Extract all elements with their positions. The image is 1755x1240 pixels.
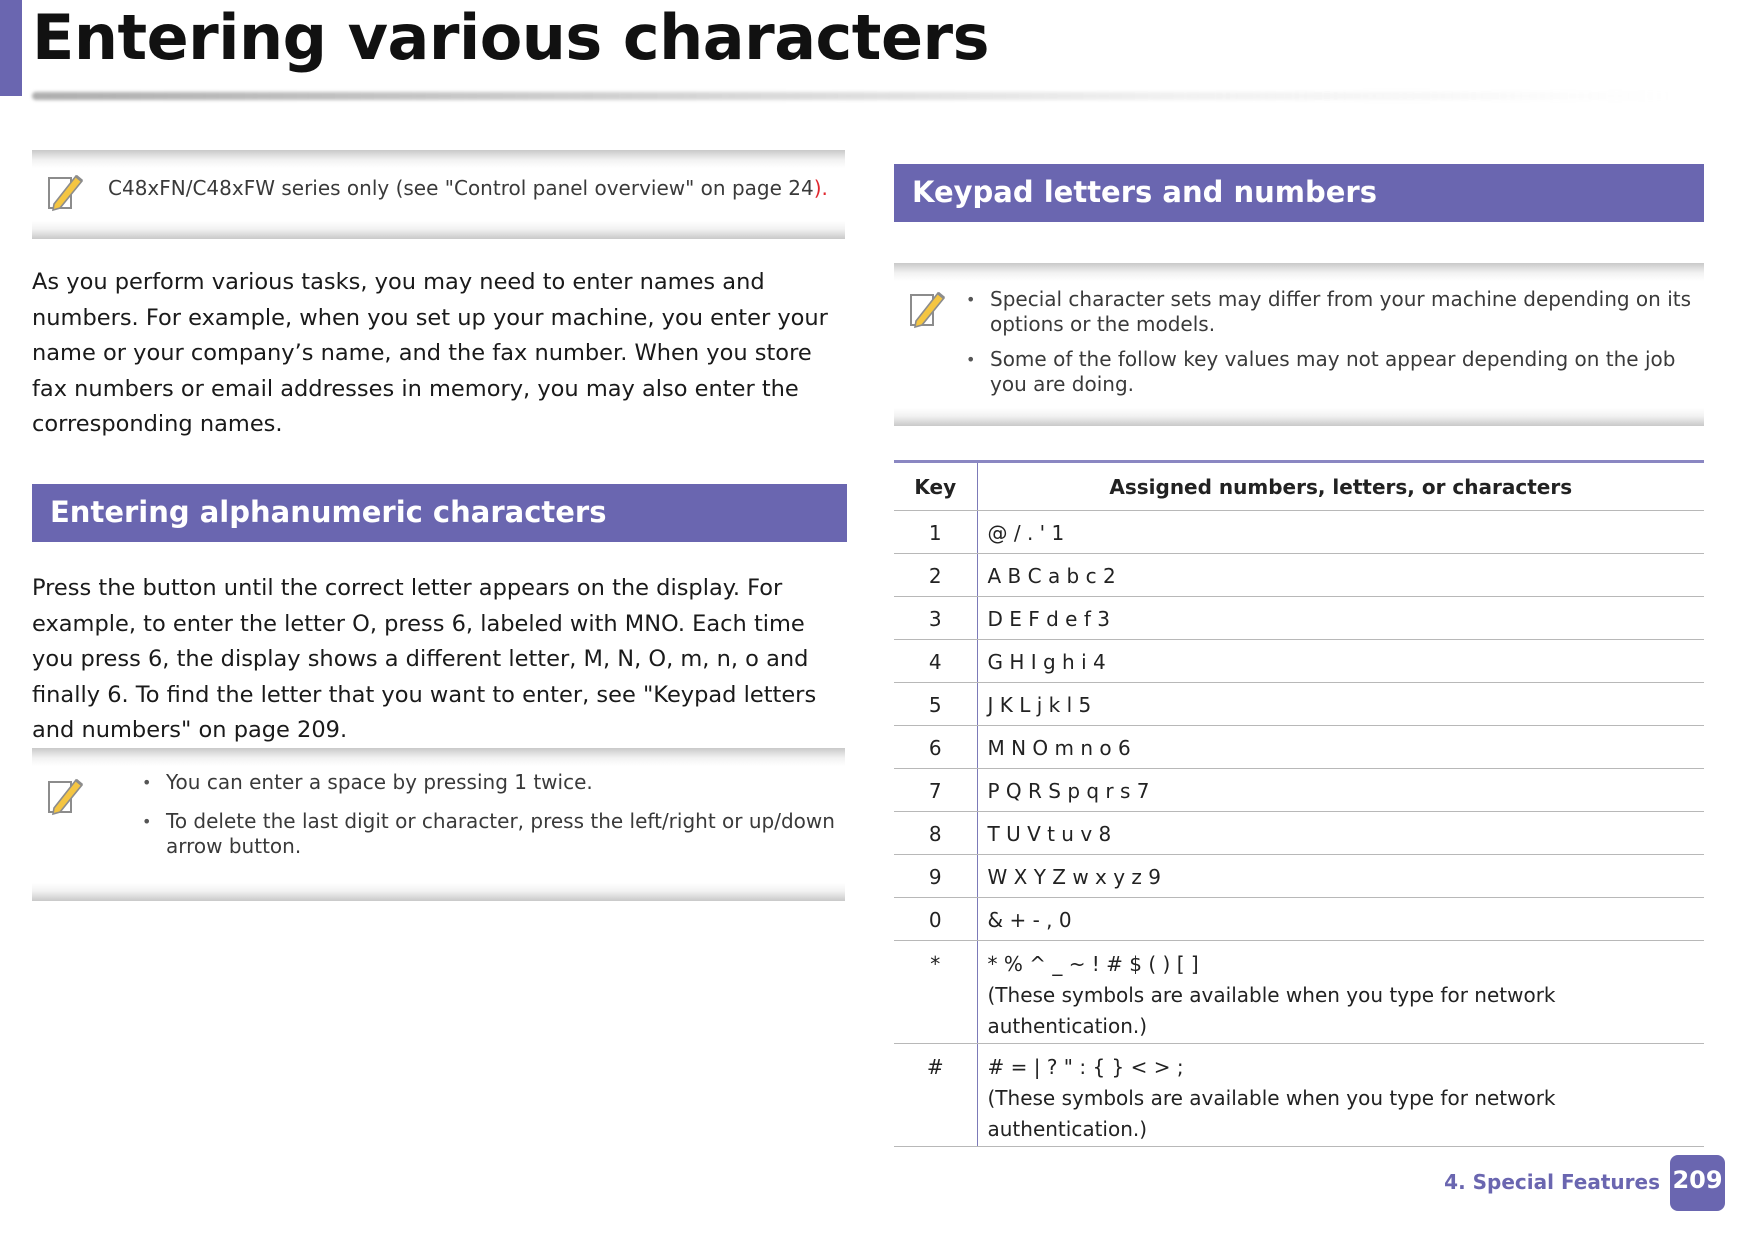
list-item: • You can enter a space by pressing 1 twice. <box>140 770 840 795</box>
note-model-body: C48xFN/C48xFW series only (see "Control panel overview" on page 24 <box>108 176 814 200</box>
pencil-note-icon <box>46 774 86 818</box>
note-model-box <box>32 150 845 239</box>
note-model-suffix: ). <box>813 176 828 200</box>
value-cell: M N O m n o 6 <box>977 726 1704 769</box>
key-cell: 6 <box>894 726 977 769</box>
pencil-note-icon <box>46 170 86 214</box>
table-row <box>894 683 1704 726</box>
footer-chapter-label: 4. Special Features <box>1444 1170 1660 1194</box>
table-row <box>894 554 1704 597</box>
key-cell: * <box>894 941 977 1044</box>
table-row <box>894 597 1704 640</box>
title-accent-bar <box>0 0 22 96</box>
page-title: Entering various characters <box>32 1 989 74</box>
note-keypad-list <box>964 287 1696 397</box>
value-symbols: * % ^ _ ~ ! # $ ( ) [ ] <box>987 952 1199 976</box>
list-item: • To delete the last digit or character, press the left/right or up/down arrow button. <box>140 809 840 859</box>
value-cell <box>977 941 1704 1044</box>
table-row <box>894 812 1704 855</box>
list-item: • Special character sets may differ from your machine depending on its options or the models. <box>964 287 1696 337</box>
value-cell <box>977 1044 1704 1147</box>
table-header-row <box>894 462 1704 511</box>
column-header-key: Key <box>894 462 977 511</box>
value-cell: J K L j k l 5 <box>977 683 1704 726</box>
value-cell: W X Y Z w x y z 9 <box>977 855 1704 898</box>
table-row <box>894 1044 1704 1147</box>
key-cell: # <box>894 1044 977 1147</box>
key-cell: 7 <box>894 769 977 812</box>
list-item: • Some of the follow key values may not appear depending on the job you are doing. <box>964 347 1696 397</box>
value-cell: @ / . ' 1 <box>977 511 1704 554</box>
note-alphanumeric-list <box>140 770 840 859</box>
column-header-assigned: Assigned numbers, letters, or characters <box>977 462 1704 511</box>
value-cell: D E F d e f 3 <box>977 597 1704 640</box>
key-cell: 9 <box>894 855 977 898</box>
section-heading-keypad: Keypad letters and numbers <box>894 164 1704 222</box>
key-cell: 8 <box>894 812 977 855</box>
key-cell: 0 <box>894 898 977 941</box>
keypad-table <box>894 460 1704 1147</box>
value-cell: G H I g h i 4 <box>977 640 1704 683</box>
table-row <box>894 726 1704 769</box>
table-row <box>894 898 1704 941</box>
note-keypad-box <box>894 263 1704 426</box>
value-cell: T U V t u v 8 <box>977 812 1704 855</box>
value-cell: & + - , 0 <box>977 898 1704 941</box>
title-divider <box>32 92 1672 100</box>
value-symbols: # = | ? " : { } < > ; <box>987 1055 1184 1079</box>
alphanumeric-paragraph: Press the button until the correct letter appears on the display. For example, to enter the letter O, press 6, labeled with MNO. Each time you press 6, the display shows a different letter, M, N, O, m, n, o and finally 6. To find the letter that you want to enter, see "Keypad letters and numbers" on page 209. <box>32 575 817 743</box>
value-cell: P Q R S p q r s 7 <box>977 769 1704 812</box>
page-number-badge: 209 <box>1670 1155 1725 1211</box>
value-cell: A B C a b c 2 <box>977 554 1704 597</box>
table-row <box>894 640 1704 683</box>
pencil-note-icon <box>908 287 948 331</box>
table-row <box>894 511 1704 554</box>
note-alphanumeric-box <box>32 748 845 901</box>
note-model-text <box>108 176 828 201</box>
key-cell: 1 <box>894 511 977 554</box>
section-heading-alphanumeric: Entering alphanumeric characters <box>32 484 847 542</box>
intro-paragraph: As you perform various tasks, you may need to enter names and numbers. For example, when you set up your machine, you enter your name or your company’s name, and the fax number. When you store fax numbers or email addresses in memory, you may also enter the corresponding names. <box>32 269 828 437</box>
value-note: (These symbols are available when you type for network authentication.) <box>987 1086 1556 1141</box>
key-cell: 5 <box>894 683 977 726</box>
key-cell: 2 <box>894 554 977 597</box>
key-cell: 4 <box>894 640 977 683</box>
table-row <box>894 941 1704 1044</box>
table-row <box>894 855 1704 898</box>
key-cell: 3 <box>894 597 977 640</box>
value-note: (These symbols are available when you type for network authentication.) <box>987 983 1556 1038</box>
table-row <box>894 769 1704 812</box>
